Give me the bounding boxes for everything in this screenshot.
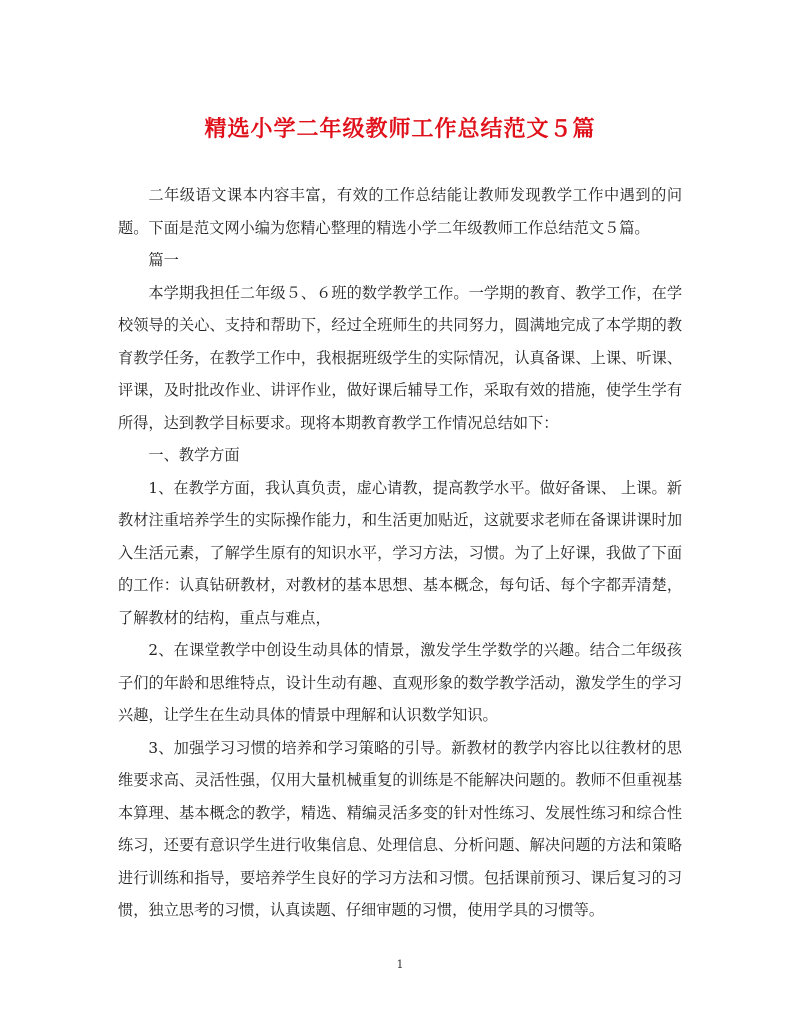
paragraph-overview: 本学期我担任二年级５、６班的数学教学工作。一学期的教育、教学工作，在学校领导的关心、支持和帮助下，经过全班师生的共同努力，圆满地完成了本学期的教育教学任务，在教学工作中，我根据班级学生的实际情况，认真备课、上课、听课、评课，及时批改作业、讲评作业，做好课后辅导工作，采取有效的措施，使学生学有所得，达到教学目标要求。现将本期教育教学工作情况总结如下： — [118, 283, 682, 432]
paragraph-section-heading: 篇一 — [148, 251, 179, 269]
paragraph-point-3: 3、加强学习习惯的培养和学习策略的引导。新教材的教学内容比以往教材的思维要求高、灵活性强，仅用大量机械重复的训练是不能解决问题的。教师不但重视基本算理、基本概念的教学，精选、精编灵活多变的针对性练习、发展性练习和综合性练习，还要有意识学生进行收集信息、处理信息、分析问题、解决问题的方法和策略进行训练和指导，要培养学生良好的学习方法和习惯。包括课前预习、课后复习的习惯，独立思考的习惯，认真读题、仔细审题的习惯，使用学具的习惯等。 — [118, 738, 682, 919]
paragraph-point-2: 2、在课堂教学中创设生动具体的情景，激发学生学数学的兴趣。结合二年级孩子们的年龄和思维特点，设计生动有趣、直观形象的数学教学活动，激发学生的学习兴趣，让学生在生动具体的情景中理解和认识数学知识。 — [118, 641, 682, 724]
paragraph-intro: 二年级语文课本内容丰富，有效的工作总结能让教师发现教学工作中遇到的问题。下面是范文网小编为您精心整理的精选小学二年级教师工作总结范文５篇。 — [118, 186, 682, 237]
paragraph-subheading: 一、教学方面 — [148, 446, 240, 464]
document-title: 精选小学二年级教师工作总结范文５篇 — [204, 116, 596, 142]
page-number: 1 — [396, 958, 404, 971]
paragraph-point-1: 1、在教学方面，我认真负责，虚心请教，提高教学水平。做好备课、 上课。新教材注重培养学生的实际操作能力，和生活更加贴近，这就要求老师在备课讲课时加入生活元素，了解学生原有的知识水平，学习方法，习惯。为了上好课，我做了下面的工作：认真钻研教材，对教材的基本思想、基本概念，每句话、每个字都弄清楚，了解教材的结构，重点与难点， — [118, 478, 682, 627]
document-body — [118, 179, 682, 927]
